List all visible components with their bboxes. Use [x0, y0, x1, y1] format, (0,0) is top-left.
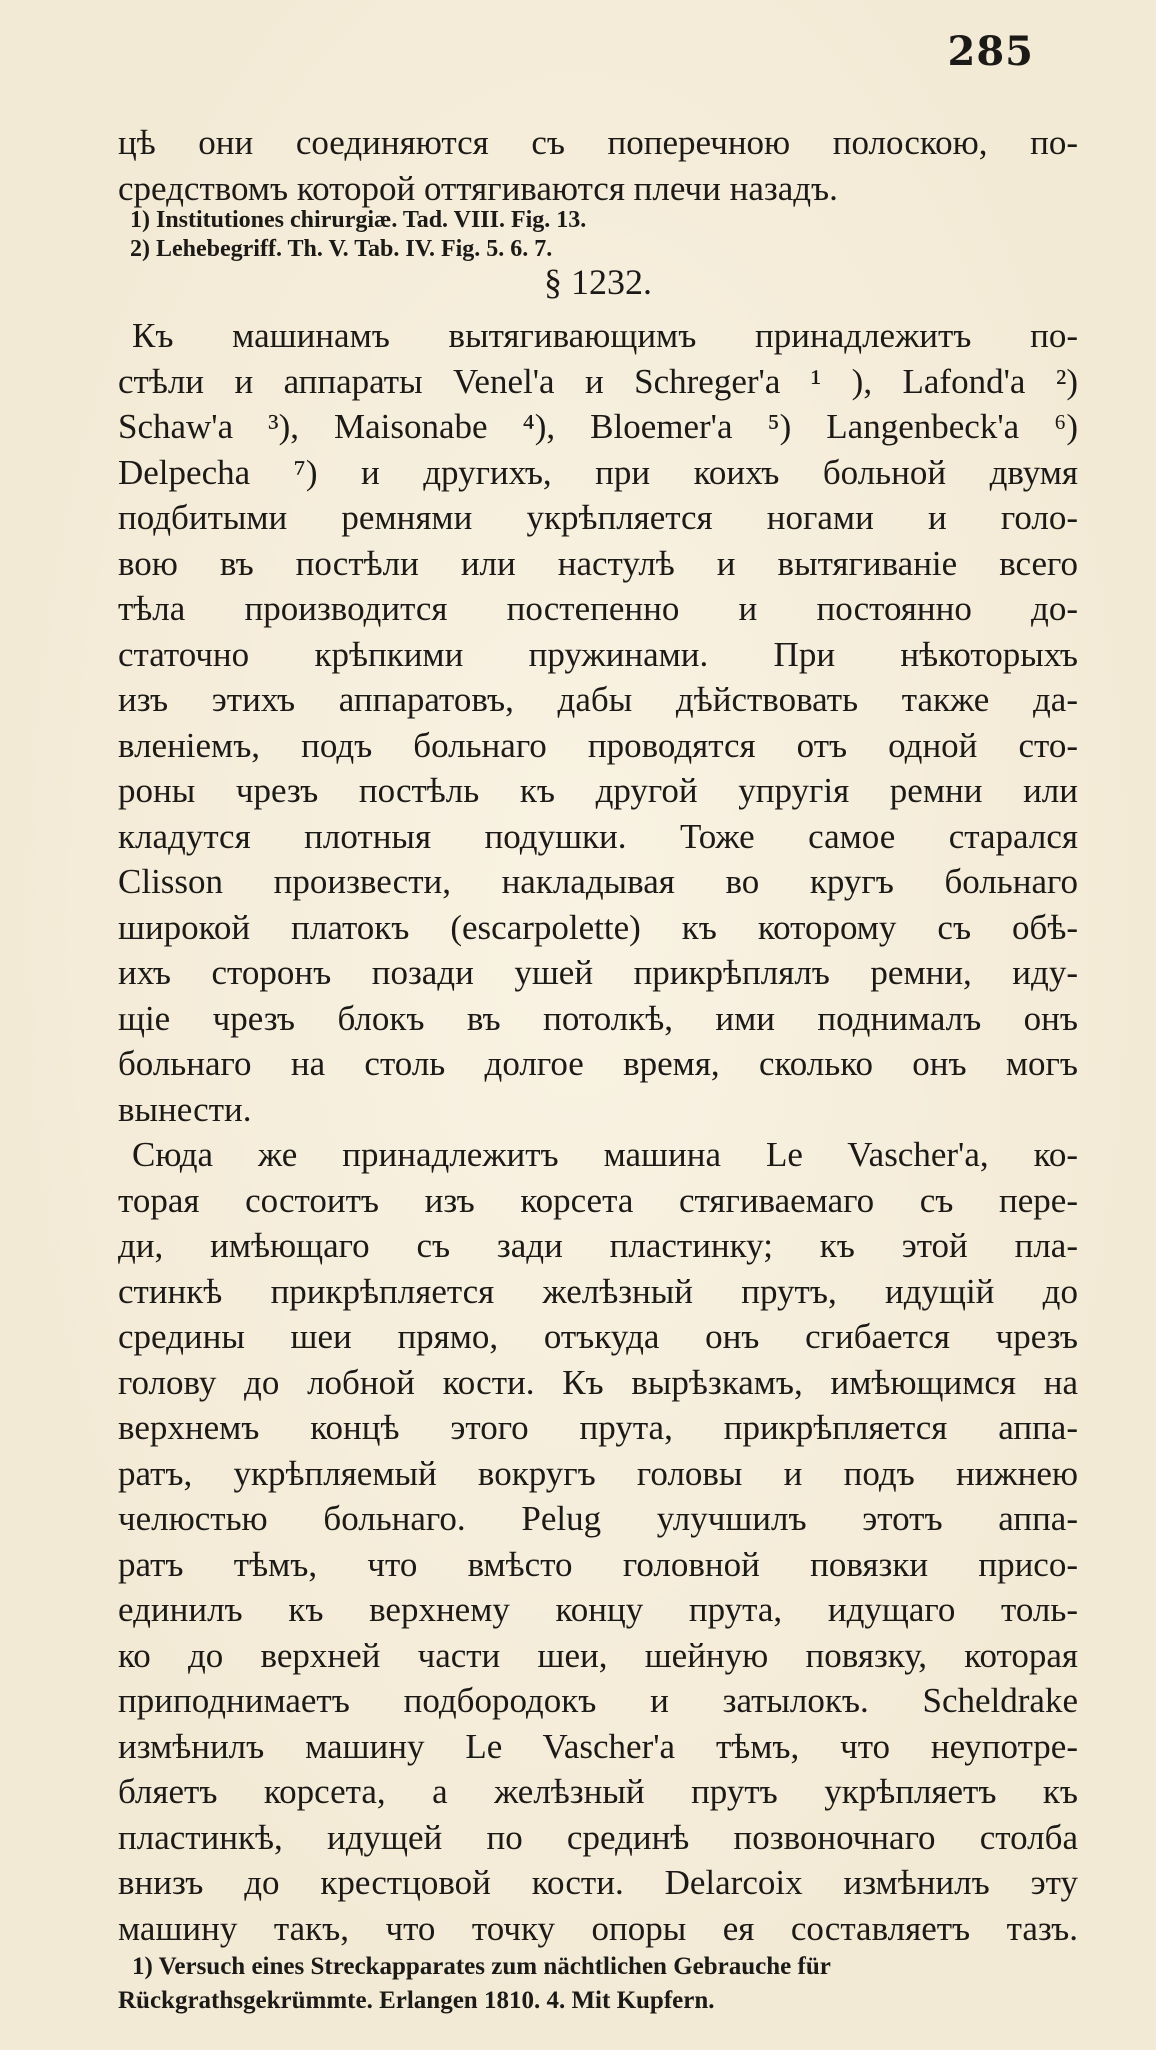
footnotes-top [118, 206, 1078, 264]
text-line: машину такъ, что точку опоры ея составляетъ тазъ. [118, 1908, 1078, 1948]
text-line: Къ машинамъ вытягивающимъ принадлежитъ по- [132, 316, 1078, 355]
text-line: средствомъ которой оттягиваются плечи назадъ. [118, 168, 838, 208]
text-line: вленiемъ, подъ больнаго проводятся отъ одной сто- [118, 725, 1078, 765]
paragraph-2 [118, 1132, 1078, 1951]
text-line: вынести. [118, 1089, 252, 1129]
text-line: голову до лобной кости. Къ вырѣзкамъ, имѣющимся на [118, 1362, 1078, 1402]
text-line: тѣла производится постепенно и постоянно до- [118, 589, 1078, 628]
footnote: 1) Versuch eines Streckapparates zum nächtlichen Gebrauche für [132, 1953, 831, 1980]
text-line: больнаго на столь долгое время, сколько онъ могъ [118, 1044, 1078, 1083]
text-line: роны чрезъ постѣль къ другой упругiя ремни или [118, 771, 1078, 810]
text-line: Schaw'а ³), Maisonabe ⁴), Bloemer'а ⁵) Langenbeck'а ⁶) [118, 407, 1078, 446]
text-line: подбитыми ремнями укрѣпляется ногами и голо- [118, 498, 1078, 537]
text-line: измѣнилъ машину Le Vascher'а тѣмъ, что неупотре- [118, 1726, 1078, 1766]
section-heading: § 1232. [544, 262, 652, 302]
text-line: ко до верхней части шеи, шейную повязку, которая [118, 1635, 1078, 1675]
paragraph-1 [118, 313, 1078, 1132]
text-line: челюстью больнаго. Pelug улучшилъ этотъ аппа- [118, 1499, 1078, 1538]
footnote: 2) Lehebegriff. Th. V. Tab. IV. Fig. 5. 6. 7. [130, 236, 553, 262]
text-line: стинкѣ прикрѣпляется желѣзный прутъ, идущiй до [118, 1271, 1078, 1311]
text-line: пластинкѣ, идущей по срединѣ позвоночнаго столба [118, 1817, 1078, 1857]
footnotes-bottom [118, 1950, 1078, 2018]
text-line: верхнемъ концѣ этого прута, прикрѣпляется аппа- [118, 1408, 1078, 1447]
top-continuation [118, 120, 1078, 211]
text-line: Delpecha ⁷) и другихъ, при коихъ больной двумя [118, 452, 1078, 492]
text-line: Сюда же принадлежитъ машина Le Vascher'а, ко- [132, 1135, 1078, 1174]
text-line: бляетъ корсета, а желѣзный прутъ укрѣпляетъ къ [118, 1772, 1078, 1811]
text-line: внизъ до крестцовой кости. Delarcoix измѣнилъ эту [118, 1863, 1078, 1902]
text-line: изъ этихъ аппаратовъ, дабы дѣйствовать также да- [118, 680, 1078, 719]
text-line: кладутся плотныя подушки. Тоже самое старался [118, 816, 1078, 856]
text-line: ди, имѣющаго съ зади пластинку; къ этой пла- [118, 1226, 1078, 1265]
text-line: вою въ постѣли или настулѣ и вытягиванiе всего [118, 543, 1078, 583]
text-line: широкой платокъ (escarpolette) къ которому съ обѣ- [118, 907, 1078, 947]
text-line: ихъ сторонъ позади ушей прикрѣплялъ ремни, иду- [118, 953, 1078, 992]
footnote: Rückgrathsgekrümmte. Erlangen 1810. 4. Mit Kupfern. [118, 1987, 715, 2014]
text-line: ратъ тѣмъ, что вмѣсто головной повязки присо- [118, 1544, 1078, 1584]
text-line: статочно крѣпкими пружинами. При нѣкоторыхъ [118, 634, 1078, 674]
text-line: торая состоитъ изъ корсета стягиваемаго съ пере- [118, 1180, 1078, 1220]
text-line: стѣли и аппараты Venel'а и Schreger'а ¹ ), Lafond'а ²) [118, 361, 1078, 401]
text-line: ратъ, укрѣпляемый вокругъ головы и подъ нижнею [118, 1453, 1078, 1493]
text-line: щiе чрезъ блокъ въ потолкѣ, ими поднималъ онъ [118, 998, 1078, 1038]
text-line: цѣ они соединяются съ поперечною полоскою, по- [118, 123, 1078, 162]
page-number: 285 [947, 28, 1034, 75]
text-line: средины шеи прямо, отъкуда онъ сгибается чрезъ [118, 1317, 1078, 1356]
text-line: Clisson произвести, накладывая во кругъ больнаго [118, 862, 1078, 901]
footnote: 1) Institutiones chirurgiæ. Tad. VIII. Fig. 13. [130, 207, 587, 233]
text-line: единилъ къ верхнему концу прута, идущаго толь- [118, 1590, 1078, 1629]
text-line: приподнимаетъ подбородокъ и затылокъ. Scheldrake [118, 1681, 1078, 1720]
section-heading-wrap [118, 262, 1078, 308]
